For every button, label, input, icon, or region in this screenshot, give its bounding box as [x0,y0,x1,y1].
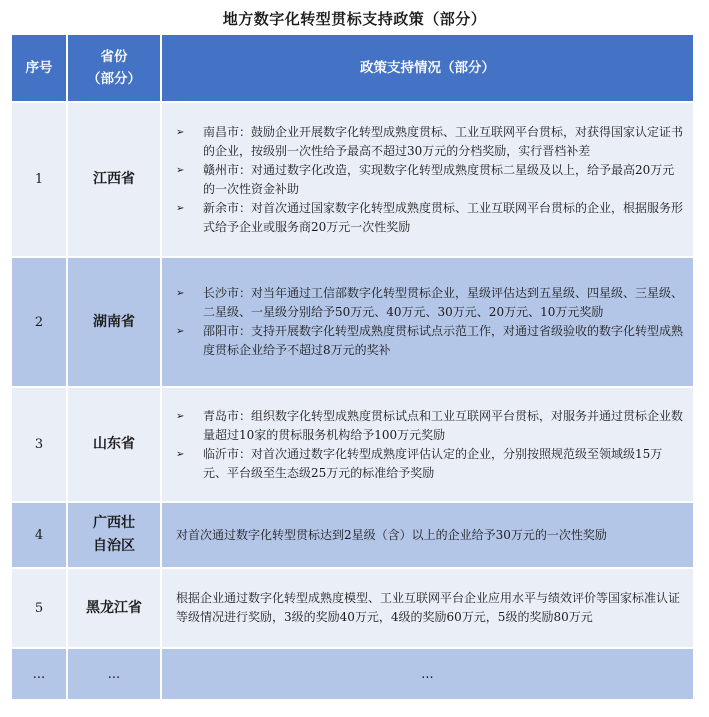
table-header-row [12,35,695,103]
row-index: 1 [12,103,68,258]
province-line2: 自治区 [93,538,135,554]
policy-table [12,35,695,701]
row-policy: ... [162,649,695,701]
row-policy [162,388,695,503]
table-row [12,258,695,388]
policy-bullet [172,161,683,199]
row-province: 黑龙江省 [68,569,162,649]
row-index: 3 [12,388,68,503]
header-province-line2: （部分） [87,71,141,87]
row-province: ... [68,649,162,701]
arrow-bullet-icon: ➢ [176,326,185,337]
table-row [12,569,695,649]
policy-bullet [172,445,683,483]
policy-bullet [172,199,683,237]
bullet-text: 临沂市：对首次通过数字化转型成熟度评估认定的企业，分别按照规范级至领域级15万元、平台级至生态级25万元的标准给予奖励 [203,446,663,480]
row-index: 5 [12,569,68,649]
province-line1: 广西壮 [93,515,135,531]
bullet-text: 青岛市：组织数字化转型成熟度贯标试点和工业互联网平台贯标，对服务并通过贯标企业数量超过10家的贯标服务机构给予100万元奖励 [203,408,684,442]
arrow-bullet-icon: ➢ [176,164,185,176]
arrow-bullet-icon: ➢ [176,410,185,422]
row-province: 湖南省 [68,258,162,388]
bullet-text: 南昌市：鼓励企业开展数字化转型成熟度贯标、工业互联网平台贯标，对获得国家认定证书的企业，按级别一次性给予最高不超过30万元的分档奖励，实行晋档补差 [203,124,684,158]
table-row [12,503,695,569]
header-province-line1: 省份 [100,49,128,65]
policy-bullet [172,407,683,445]
bullet-text: 长沙市：对当年通过工信部数字化转型贯标企业，星级评估达到五星级、四星级、三星级、二星级、一星级分别给予50万元、40万元、30万元、20万元、10万元奖励 [203,286,684,319]
row-province [68,503,162,569]
policy-bullet [172,123,683,161]
row-index: 2 [12,258,68,388]
policy-bullet [172,284,683,322]
row-province: 江西省 [68,103,162,258]
header-province [68,35,162,103]
bullet-text: 邵阳市：支持开展数字化转型成熟度贯标试点示范工作，对通过省级验收的数字化转型成熟度贯标企业给予不超过8万元的奖补 [203,324,684,357]
row-index: 4 [12,503,68,569]
row-policy: 对首次通过数字化转型贯标达到2星级（含）以上的企业给予30万元的一次性奖励 [162,503,695,569]
table-row [12,103,695,258]
arrow-bullet-icon: ➢ [176,126,185,138]
row-policy: 根据企业通过数字化转型成熟度模型、工业互联网平台企业应用水平与绩效评价等国家标准认证等级情况进行奖励，3级的奖励40万元，4级的奖励60万元，5级的奖励80万元 [162,569,695,649]
row-policy [162,258,695,388]
page-title: 地方数字化转型贯标支持政策（部分） [222,10,487,28]
arrow-bullet-icon: ➢ [176,202,185,214]
arrow-bullet-icon: ➢ [176,288,185,299]
row-province: 山东省 [68,388,162,503]
row-index: ... [12,649,68,701]
header-policy: 政策支持情况（部分） [162,35,695,103]
arrow-bullet-icon: ➢ [176,448,185,460]
bullet-text: 新余市：对首次通过国家数字化转型成熟度贯标、工业互联网平台贯标的企业，根据服务形式给予企业或服务商20万元一次性奖励 [203,200,684,234]
header-index: 序号 [12,35,68,103]
bullet-text: 赣州市：对通过数字化改造，实现数字化转型成熟度贯标二星级及以上，给予最高20万元的一次性资金补助 [203,162,675,196]
policy-bullet [172,322,683,360]
table-row [12,649,695,701]
row-policy [162,103,695,258]
table-row [12,388,695,503]
